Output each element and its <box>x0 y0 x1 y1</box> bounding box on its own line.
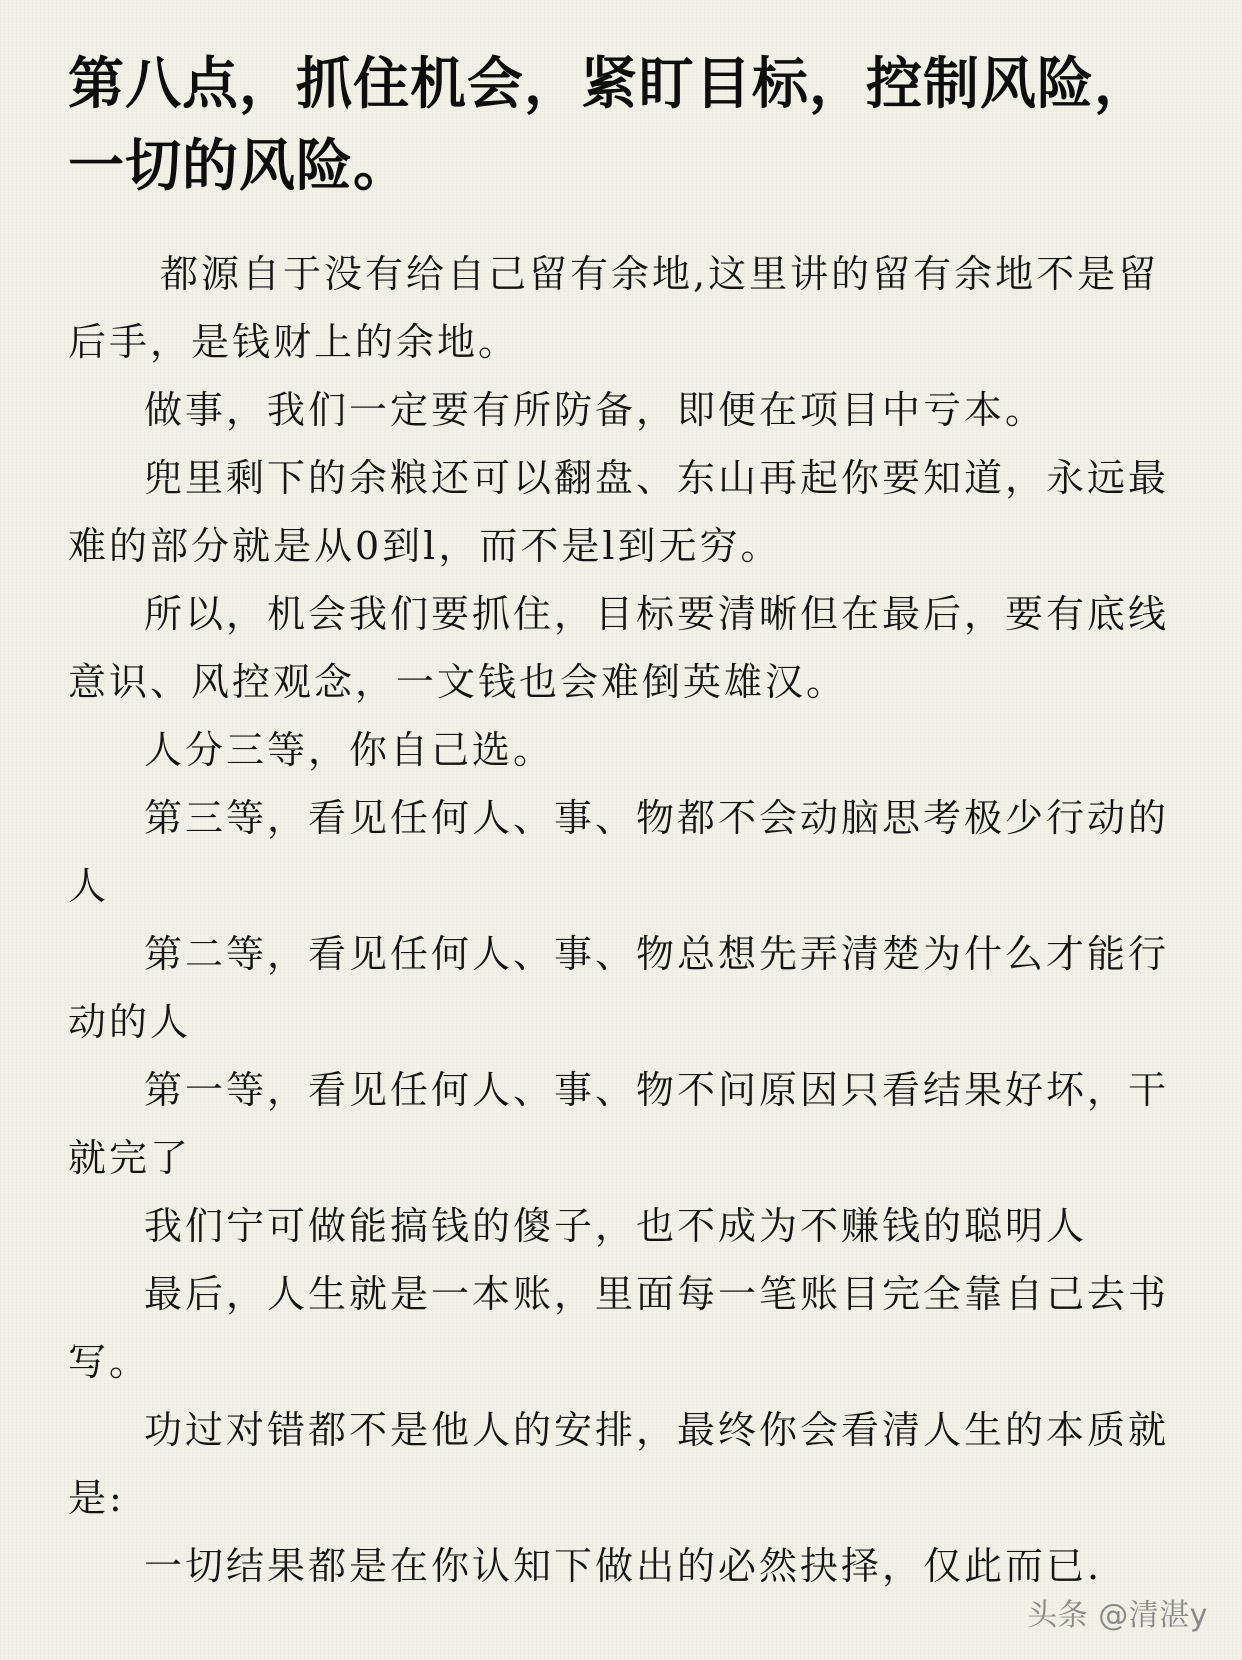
watermark: 头条 @清湛y <box>1027 1598 1208 1633</box>
paragraph-12: 一切结果都是在你认知下做出的必然抉择，仅此而已. <box>144 1544 1103 1588</box>
paragraph-10: 最后，人生就是一本账，里面每一笔账目完全靠自己去书写。 <box>68 1272 1170 1384</box>
article-body <box>68 240 1178 1600</box>
article-heading: 第八点，抓住机会，紧盯目标，控制风险，一切的风险。 <box>68 52 1151 199</box>
paragraph-7: 第二等，看见任何人、事、物总想先弄清楚为什么才能行动的人 <box>68 932 1170 1044</box>
paragraph-6: 第三等，看见任何人、事、物都不会动脑思考极少行动的人 <box>68 796 1170 908</box>
paragraph-11: 功过对错都不是他人的安排，最终你会看清人生的本质就是: <box>68 1408 1170 1520</box>
paragraph-1: 都源自于没有给自己留有余地,这里讲的留有余地不是留后手，是钱财上的余地。 <box>68 252 1160 364</box>
paragraph-5: 人分三等，你自己选。 <box>144 728 555 772</box>
paragraph-3: 兜里剩下的余粮还可以翻盘、东山再起你要知道，永远最难的部分就是从0到l，而不是l到无穷。 <box>68 456 1170 568</box>
paragraph-9: 我们宁可做能搞钱的傻子，也不成为不赚钱的聪明人 <box>144 1204 1088 1248</box>
paragraph-8: 第一等，看见任何人、事、物不问原因只看结果好坏，干就完了 <box>68 1068 1170 1180</box>
paragraph-4: 所以，机会我们要抓住，目标要清晰但在最后，要有底线意识、风控观念，一文钱也会难倒英雄汉。 <box>68 592 1170 704</box>
paragraph-2: 做事，我们一定要有所防备，即便在项目中亏本。 <box>144 388 1047 432</box>
